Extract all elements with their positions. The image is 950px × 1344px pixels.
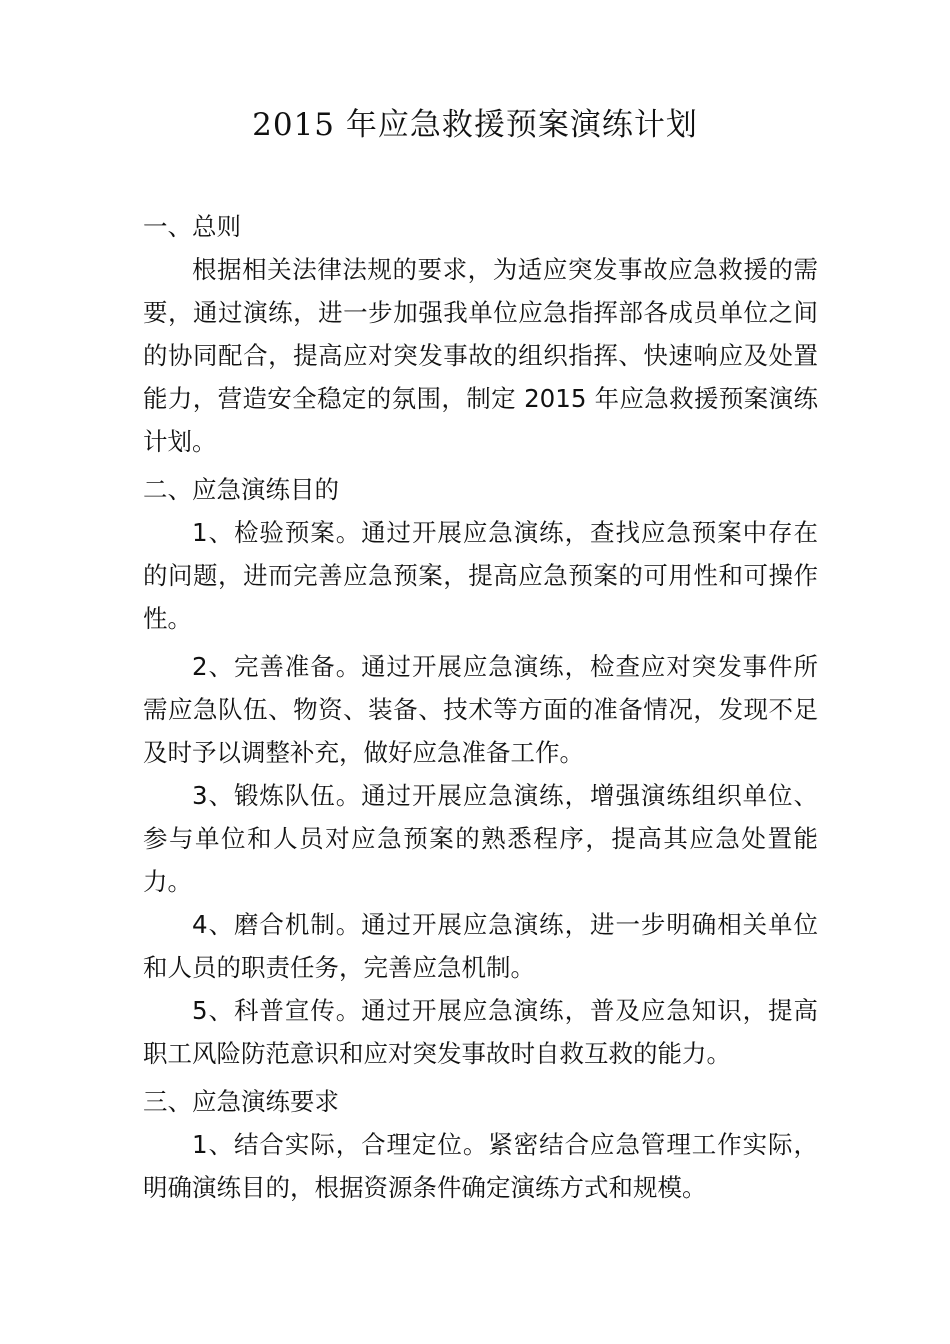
paragraph: 3、锻炼队伍。通过开展应急演练，增强演练组织单位、参与单位和人员对应急预案的熟悉程序，提高其应急处置能力。	[143, 781, 818, 896]
section-purpose	[143, 468, 818, 1075]
section-heading: 三、应急演练要求	[143, 1087, 339, 1116]
paragraph: 根据相关法律法规的要求，为适应突发事故应急救援的需要，通过演练，进一步加强我单位应急指挥部各成员单位之间的协同配合，提高应对突发事故的组织指挥、快速响应及处置能力，营造安全稳定的氛围，制定 2015 年应急救援预案演练计划。	[143, 255, 818, 456]
paragraph: 4、磨合机制。通过开展应急演练，进一步明确相关单位和人员的职责任务，完善应急机制。	[143, 910, 818, 982]
section-heading: 一、总则	[143, 212, 241, 241]
document-title: 2015 年应急救援预案演练计划	[252, 107, 698, 143]
paragraph: 1、检验预案。通过开展应急演练，查找应急预案中存在的问题，进而完善应急预案，提高应急预案的可用性和可操作性。	[143, 518, 818, 633]
section-requirements	[143, 1080, 818, 1209]
section-general	[143, 205, 818, 463]
document-body	[143, 205, 818, 1209]
paragraph: 2、完善准备。通过开展应急演练，检查应对突发事件所需应急队伍、物资、装备、技术等方面的准备情况，发现不足及时予以调整补充，做好应急准备工作。	[143, 652, 818, 767]
paragraph: 1、结合实际，合理定位。紧密结合应急管理工作实际，明确演练目的，根据资源条件确定演练方式和规模。	[143, 1130, 818, 1202]
section-heading: 二、应急演练目的	[143, 475, 339, 504]
paragraph: 5、科普宣传。通过开展应急演练，普及应急知识，提高职工风险防范意识和应对突发事故时自救互救的能力。	[143, 996, 818, 1068]
